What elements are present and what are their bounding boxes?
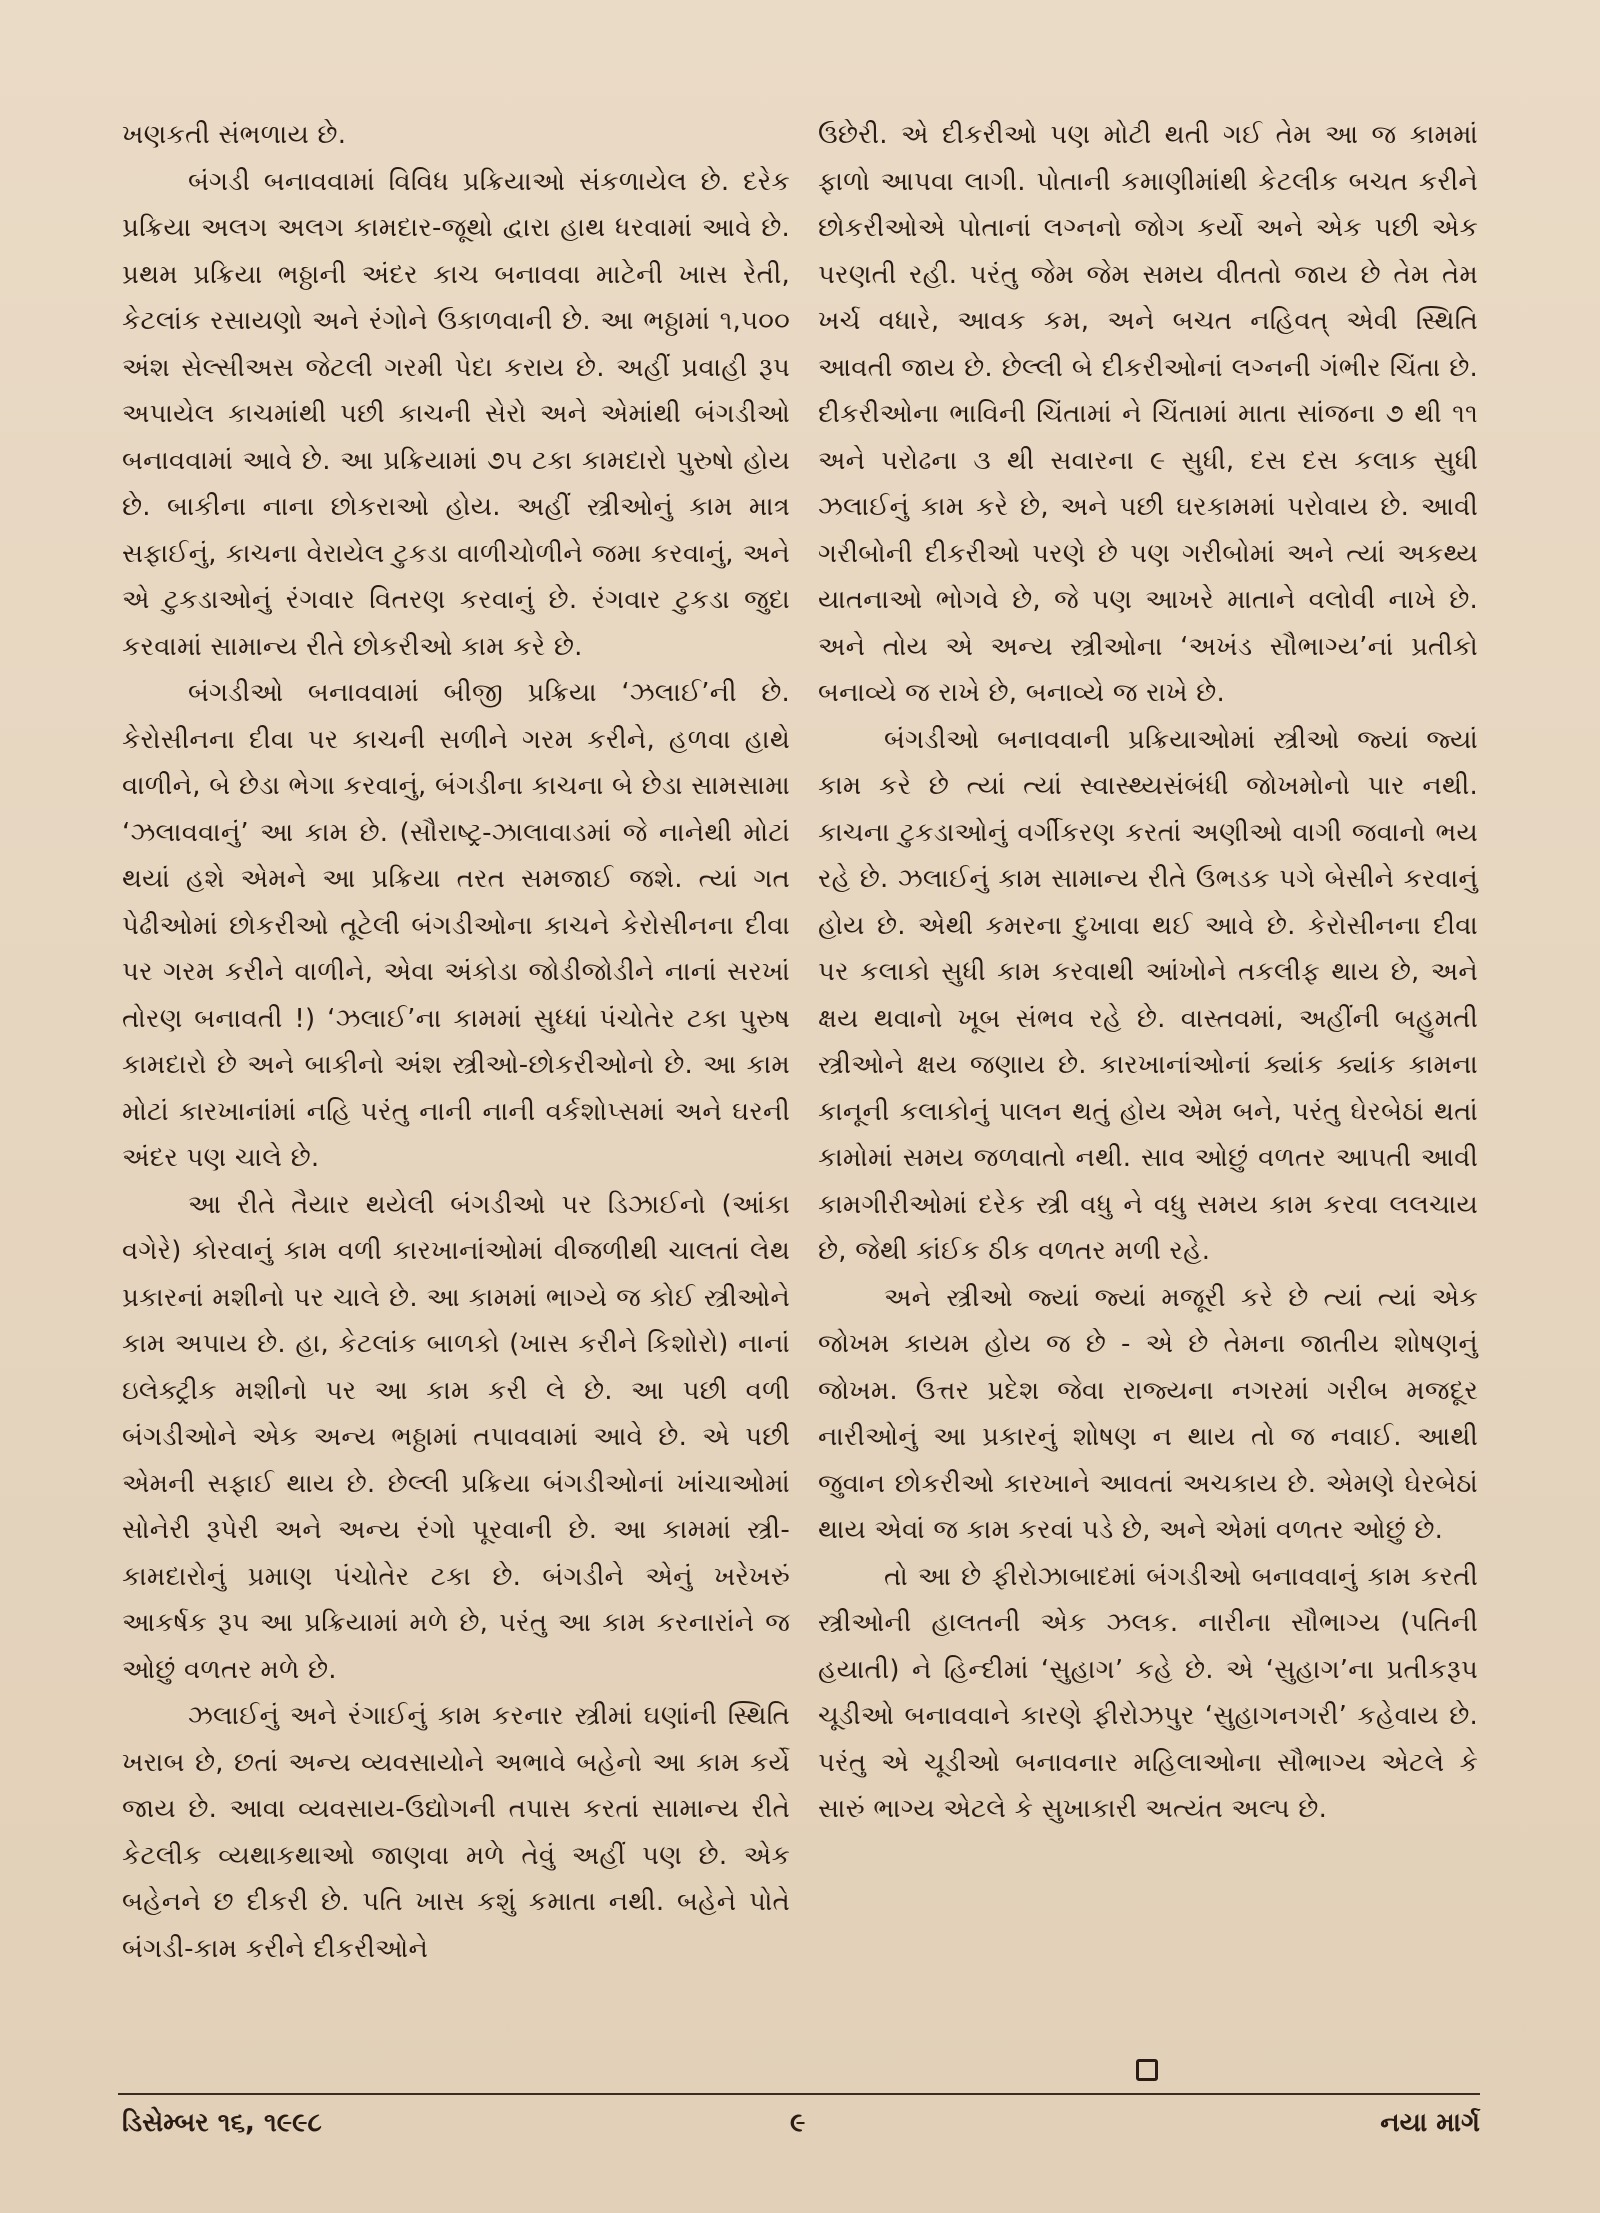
- left-column: [122, 112, 790, 1972]
- paragraph: ઝલાઈનું અને રંગાઈનું કામ કરનાર સ્ત્રીમાં ઘણાંની સ્થિતિ ખરાબ છે, છતાં અન્ય વ્યવસાયોને અભાવે બહેનો આ કામ કર્યે જાય છે. આવા વ્યવસાય-ઉદ્યોગની તપાસ કરતાં સામાન્ય રીતે કેટલીક વ્યથાકથાઓ જાણવા મળે તેવું અહીં પણ છે. એક બહેનને છ દીકરી છે. પતિ ખાસ કશું કમાતા નથી. બહેને પોતે બંગડી-કામ કરીને દીકરીઓને: [122, 1701, 790, 1964]
- magazine-name: નયા માર્ગ: [1380, 2108, 1480, 2138]
- paragraph: તો આ છે ફીરોઝાબાદમાં બંગડીઓ બનાવવાનું કામ કરતી સ્ત્રીઓની હાલતની એક ઝલક. નારીના સૌભાગ્ય (પતિની હયાતી) ને હિન્દીમાં ‘સુહાગ’ કહે છે. એ ‘સુહાગ’ના પ્રતીકરૂપ ચૂડીઓ બનાવવાને કારણે ફીરોઝપુર ‘સુહાગનગરી’ કહેવાય છે. પરંતુ એ ચૂડીઓ બનાવનાર મહિલાઓના સૌભાગ્ય એટલે કે સારું ભાગ્ય એટલે કે સુખાકારી અત્યંત અલ્પ છે.: [818, 1561, 1478, 1824]
- page-number: ૯: [790, 2108, 806, 2138]
- paragraph: બંગડી બનાવવામાં વિવિધ પ્રક્રિયાઓ સંકળાયેલ છે. દરેક પ્રક્રિયા અલગ અલગ કામદાર-જૂથો દ્વારા હાથ ધરવામાં આવે છે. પ્રથમ પ્રક્રિયા ભઠ્ઠાની અંદર કાચ બનાવવા માટેની ખાસ રેતી, કેટલાંક રસાયણો અને રંગોને ઉકાળવાની છે. આ ભઠ્ઠામાં ૧,૫૦૦ અંશ સેલ્સીઅસ જેટલી ગરમી પેદા કરાય છે. અહીં પ્રવાહી રૂપ અપાયેલ કાચમાંથી પછી કાચની સેરો અને એમાંથી બંગડીઓ બનાવવામાં આવે છે. આ પ્રક્રિયામાં ૭૫ ટકા કામદારો પુરુષો હોય છે. બાકીના નાના છોકરાઓ હોય. અહીં સ્ત્રીઓનું કામ માત્ર સફાઈનું, કાચના વેરાયેલ ટુકડા વાળીચોળીને જમા કરવાનું, અને એ ટુકડાઓનું રંગવાર વિતરણ કરવાનું છે. રંગવાર ટુકડા જુદા કરવામાં સામાન્ય રીતે છોકરીઓ કામ કરે છે.: [122, 166, 790, 662]
- footer-date: ડિસેમ્બર ૧૬, ૧૯૯૮: [122, 2108, 322, 2138]
- right-column: [818, 112, 1478, 1833]
- paragraph: અને સ્ત્રીઓ જ્યાં જ્યાં મજૂરી કરે છે ત્યાં ત્યાં એક જોખમ કાયમ હોય જ છે - એ છે તેમના જાતીય શોષણનું જોખમ. ઉત્તર પ્રદેશ જેવા રાજ્યના નગરમાં ગરીબ મજદૂર નારીઓનું આ પ્રકારનું શોષણ ન થાય તો જ નવાઈ. આથી જુવાન છોકરીઓ કારખાને આવતાં અચકાય છે. એમણે ઘેરબેઠાં થાય એવાં જ કામ કરવાં પડે છે, અને એમાં વળતર ઓછું છે.: [818, 1282, 1478, 1545]
- article-end-square-icon: [1136, 2059, 1158, 2081]
- paragraph: બંગડીઓ બનાવવાની પ્રક્રિયાઓમાં સ્ત્રીઓ જ્યાં જ્યાં કામ કરે છે ત્યાં ત્યાં સ્વાસ્થ્યસંબંધી જોખમોનો પાર નથી. કાચના ટુકડાઓનું વર્ગીકરણ કરતાં અણીઓ વાગી જવાનો ભય રહે છે. ઝલાઈનું કામ સામાન્ય રીતે ઉભડક પગે બેસીને કરવાનું હોય છે. એથી કમરના દુખાવા થઈ આવે છે. કેરોસીનના દીવા પર કલાકો સુધી કામ કરવાથી આંખોને તકલીફ થાય છે, અને ક્ષય થવાનો ખૂબ સંભવ રહે છે. વાસ્તવમાં, અહીંની બહુમતી સ્ત્રીઓને ક્ષય જણાય છે. કારખાનાંઓનાં ક્યાંક ક્યાંક કામના કાનૂની કલાકોનું પાલન થતું હોય એમ બને, પરંતુ ઘેરબેઠાં થતાં કામોમાં સમય જળવાતો નથી. સાવ ઓછું વળતર આપતી આવી કામગીરીઓમાં દરેક સ્ત્રી વધુ ને વધુ સમય કામ કરવા લલચાય છે, જેથી કાંઈક ઠીક વળતર મળી રહે.: [818, 724, 1478, 1266]
- paragraph: બંગડીઓ બનાવવામાં બીજી પ્રક્રિયા ‘ઝલાઈ’ની છે. કેરોસીનના દીવા પર કાચની સળીને ગરમ કરીને, હળવા હાથે વાળીને, બે છેડા ભેગા કરવાનું, બંગડીના કાચના બે છેડા સામસામા ‘ઝલાવવાનું’ આ કામ છે. (સૌરાષ્ટ્ર-ઝાલાવાડમાં જે નાનેથી મોટાં થયાં હશે એમને આ પ્રક્રિયા તરત સમજાઈ જશે. ત્યાં ગત પેઢીઓમાં છોકરીઓ તૂટેલી બંગડીઓના કાચને કેરોસીનના દીવા પર ગરમ કરીને વાળીને, એવા અંકોડા જોડીજોડીને નાનાં સરખાં તોરણ બનાવતી !) ‘ઝલાઈ’ના કામમાં સુધ્ધાં પંચોતેર ટકા પુરુષ કામદારો છે અને બાકીનો અંશ સ્ત્રીઓ-છોકરીઓનો છે. આ કામ મોટાં કારખાનાંમાં નહિ પરંતુ નાની નાની વર્કશોપ્સમાં અને ઘરની અંદર પણ ચાલે છે.: [122, 678, 790, 1173]
- paragraph: ખણકતી સંભળાય છે.: [122, 120, 347, 150]
- paragraph: આ રીતે તૈયાર થયેલી બંગડીઓ પર ડિઝાઈનો (આંકા વગેરે) કોરવાનું કામ વળી કારખાનાંઓમાં વીજળીથી ચાલતાં લેથ પ્રકારનાં મશીનો પર ચાલે છે. આ કામમાં ભાગ્યે જ કોઈ સ્ત્રીઓને કામ અપાય છે. હા, કેટલાંક બાળકો (ખાસ કરીને કિશોરો) નાનાં ઇલેક્ટ્રીક મશીનો પર આ કામ કરી લે છે. આ પછી વળી બંગડીઓને એક અન્ય ભઠ્ઠામાં તપાવવામાં આવે છે. એ પછી એમની સફાઈ થાય છે. છેલ્લી પ્રક્રિયા બંગડીઓનાં ખાંચાઓમાં સોનેરી રૂપેરી અને અન્ય રંગો પૂરવાની છે. આ કામમાં સ્ત્રી-કામદારોનું પ્રમાણ પંચોતેર ટકા છે. બંગડીને એનું ખરેખરું આકર્ષક રૂપ આ પ્રક્રિયામાં મળે છે, પરંતુ આ કામ કરનારાંને જ ઓછું વળતર મળે છે.: [122, 1189, 790, 1685]
- footer-divider: [118, 2093, 1480, 2095]
- paragraph: ઉછેરી. એ દીકરીઓ પણ મોટી થતી ગઈ તેમ આ જ કામમાં ફાળો આપવા લાગી. પોતાની કમાણીમાંથી કેટલીક બચત કરીને છોકરીઓએ પોતાનાં લગ્નનો જોગ કર્યો અને એક પછી એક પરણતી રહી. પરંતુ જેમ જેમ સમય વીતતો જાય છે તેમ તેમ ખર્ચ વધારે, આવક કમ, અને બચત નહિવત્ એવી સ્થિતિ આવતી જાય છે. છેલ્લી બે દીકરીઓનાં લગ્નની ગંભીર ચિંતા છે. દીકરીઓના ભાવિની ચિંતામાં ને ચિંતામાં માતા સાંજના ૭ થી ૧૧ અને પરોઢના ૩ થી સવારના ૯ સુધી, દસ દસ કલાક સુધી ઝલાઈનું કામ કરે છે, અને પછી ઘરકામમાં પરોવાય છે. આવી ગરીબોની દીકરીઓ પરણે છે પણ ગરીબોમાં અને ત્યાં અકથ્ય યાતનાઓ ભોગવે છે, જે પણ આખરે માતાને વલોવી નાખે છે. અને તોય એ અન્ય સ્ત્રીઓના ‘અખંડ સૌભાગ્ય’નાં પ્રતીકો બનાવ્યે જ રાખે છે, બનાવ્યે જ રાખે છે.: [818, 120, 1478, 708]
